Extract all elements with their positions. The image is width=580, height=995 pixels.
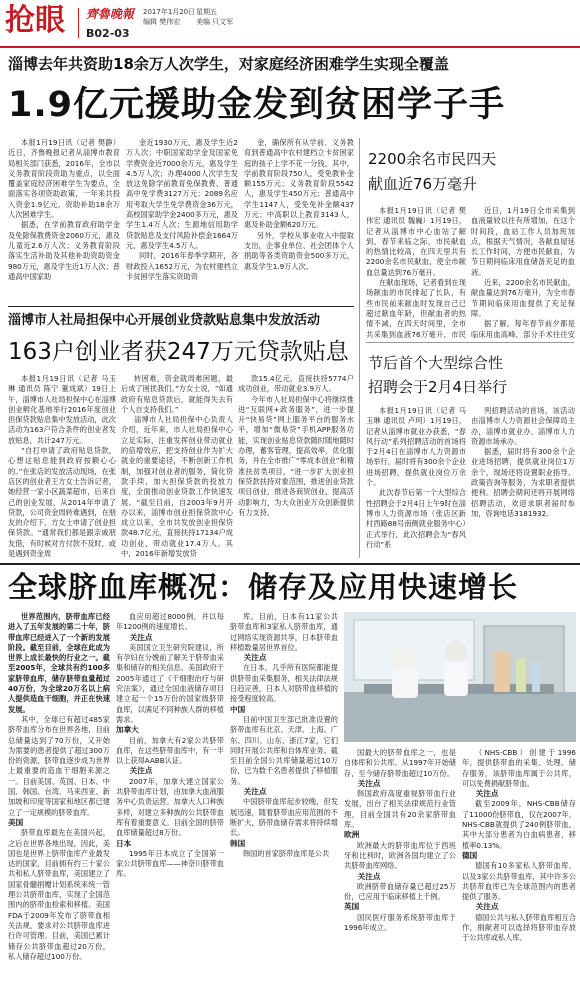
masthead-rule [0, 46, 580, 48]
article5-subhead: 美国 [8, 817, 24, 827]
article5-paragraph: 欧洲脐带血储存量已超过25万份，已应用于临床移植上千例。 [344, 881, 456, 902]
article1-column-1 [8, 138, 120, 300]
article5-paragraph: 德国有10多家私人脐带血库，以及3家公共脐带血库，其中许多公共脐带血库已为全球范围内的患者提供了服务。 [462, 861, 576, 902]
article5-paragraph: 目前中国卫生部已批准设置的脐带血库有北京、天津、上海、广东、四川、山东、浙江7家，它们同时开展公共库和自体库业务。截至目前全国公共库储量超过10万份，已为数千名患者提供了移植服务。 [230, 714, 338, 786]
article5-paragraph: 血应用超过8000例，并以每年1200例的速度增长。 [116, 612, 224, 632]
article2-paragraph: 淄博市人社局担保中心负责人介绍，近年来，市人社局担保中心立足实际，注重发挥创业带动就业的倍增效应，把支持创业作为扩大就业的重要途径，不断创新工作机制，加强对创业者的服务，简化贷款手续，加大担保贷款的投放力度，全面推动创业贷款工作快速发展。“截至目前，自2003年9月开办以来，淄博市创业担保贷款中心成立以来，全市共发放创业担保贷款48.7亿元，直接扶持17134户成功创业，带动就业17.4万人。其中，2016年新增发放贷 [121, 415, 233, 558]
article2-column-3 [238, 374, 354, 558]
article4-paragraph: 此次春节后第一个大型综合性招聘会于2月4日上午9时在淄博市人力资源市场（张店区新村西路88号南侧就业服务中心）正式举行，此次招聘会为“春风行动”系 [366, 488, 466, 549]
article2-paragraph: 本报1月19日讯（记者 马玉琳 通讯员 陈宁 董成斌）19日上午，淄博市人社局担保中心在淄博创业孵化基地举行2016年度创业担保贷款贴息集中发放活动，此次活动为163户符合条件的创业者发放贴息，共计247万元。 [8, 374, 116, 445]
article5-paragraph: 国民医疗服务系统脐带血库于1996年成立。 [344, 912, 456, 933]
column-divider [359, 138, 360, 558]
section-title: 抢眼 [5, 3, 65, 38]
article5-column-2 [116, 612, 224, 992]
article4-column-2 [471, 406, 575, 558]
article5-paragraph: 库。目前，日本有11家公共脐带血库和3家私人脐带血库，通过网络实现资源共享，日本脐带血移植数量居世界首位。 [230, 612, 338, 652]
article3-column-2 [471, 206, 575, 338]
article5-subhead: 关注点 [475, 902, 499, 912]
article3-paragraph: 近日，1月19日全市采集到血液量较以往有所增加，在这个时间段，血站工作人员加班加点，根据天气情况，各献血屋延长工作时间，方便市民献血，为节日期间临床用血储备充足的血液。 [471, 206, 575, 277]
article5-paragraph: 1995年日本成立了全国第一家公共脐带血库——神奈川脐带血库。 [116, 848, 224, 879]
article5-subhead: 中国 [230, 704, 246, 714]
article2-column-1 [8, 374, 116, 558]
article1-paragraph: 另外，学校从事业收入中提取支出，企事业单位、社会团体个人捐助等各类资助资金500多万元，惠及学生1.9万人次。 [244, 230, 354, 271]
article1-paragraph: 金近1930万元，惠及学生近2万人次；中职国家助学金及国家免学费资金近7000余万元，惠及学生4.5万人次；办理4000人次学生发放这免除学前教育免保教费、普通高中免学费3127万元；2089名应用考取大学生免学费资金36万元，高校国家助学金2400多万元，惠及学生1.4万人次；生源地信用助学贷款贴息及支付风险补偿金1664万元，惠及学生4.5万人。 [126, 138, 238, 250]
article2-column-2 [121, 374, 233, 558]
page-number: B02-03 [86, 27, 130, 40]
lab-scene-illustration [344, 612, 576, 742]
article3-paragraph: 近来，2200余名市民献血，献血量达到76万毫升，为全市春节期间临床用血提供了充足保障。 [471, 278, 575, 318]
artist-credit: 美编 只文军 [196, 18, 234, 26]
article4-paragraph: 列招聘活动的首场，该活动由淄博市人力资源社会保障局主办，淄博市就业办、淄博市人力资源市场承办。 [471, 406, 575, 446]
article4-headline-line1: 节后首个大型综合性 [368, 354, 504, 372]
article4-headline-line2: 招聘会于2月4日举行 [368, 378, 508, 396]
article3-headline-line2: 献血近76万毫升 [368, 175, 478, 193]
article5-paragraph: 其中，全球已有超过485家脐带血库分布在世界各地，目前总储量达到了70万份，又开始为需要的患者提供了超过300万份的资源，脐带血逐步成为世界上最重要的造血干细胞来源之一。目前美国、英国、日本、中国、韩国、台湾、马来西亚、新加坡和印度等国家和地区都已建立了一定规模的脐带血库。 [8, 714, 110, 817]
article2-paragraph: 款15.4亿元，直接扶持5774户成功创业，带动就业3.9万人。 [238, 374, 354, 394]
article3-column-1 [366, 206, 466, 338]
article5-subhead: 日本 [116, 838, 132, 848]
article5-column-1 [8, 612, 110, 992]
article5-paragraph: 截至2009年，NHS-CBB储存了11000份脐带血，仅在2007年，NHS-CBB就提供了240例脐带血，其中大部分患者为白血病患者，移植率0.13%。 [462, 799, 576, 850]
article5-paragraph: 在日本，几乎所有医院都能提供脐带血采集服务，相关法律法规日趋完善，日本人对脐带血移植的接受程度较高。 [230, 663, 338, 704]
article5-paragraph: 2007年，加拿大建立国家公共脐带血库计划，由加拿大血液服务中心负责运营。加拿大人口种族多样，对建立多种族的公共脐带血库有着重要意义。目前全国的脐带血库储量超过8万份。 [116, 776, 224, 838]
section-divider [78, 8, 79, 38]
article5-paragraph: 韩国的首家脐带血库是公共 [242, 848, 330, 858]
article5-subhead: 韩国 [230, 838, 246, 848]
article1-paragraph: 金，确保所有从学前、义务教育到普通高中农村建档立卡贫困家庭的孩子上学不花一分钱。其中，学前教育阶段750人，受免教补金额155万元；义务教育阶段5542人，惠及学生450万元；普通高中学生1147人，受免免补金额437万元；中高职以上教育3143人，惠及补助金额620万元。 [244, 138, 354, 230]
article1-kicker: 淄博去年共资助18余万人次学生，对家庭经济困难学生实现全覆盖 [8, 55, 449, 73]
article5-subhead: 关注点 [129, 766, 153, 776]
article5-subhead: 英国 [344, 902, 360, 912]
article1-headline: 1.9亿元援助金发到贫困学子手 [8, 85, 506, 125]
article5-paragraph: 美国国立卫生研究院建议，所有孕妇在分娩前了解关于脐带血采集和储存的相关信息。美国政府于2005年通过了《干细胞治疗与研究法案》，通过全国血液储存项目建立起一个15万份的国家级脐带血库，以满足不同种族人群的移植需求。 [116, 642, 224, 724]
article5-paragraph: 目前，加拿大有2家公共脐带血库，在这些脐带血库中，有一半以上获得AABB认证。 [116, 735, 224, 766]
section-rule [366, 342, 574, 343]
section-rule [8, 306, 354, 307]
article1-column-2 [126, 138, 238, 300]
article5-subhead: 关注点 [243, 653, 267, 663]
article4-paragraph: 据悉，届时将有300余个企业进场招聘，提供就业岗位1万余个，现场还将设置职业指导、政策咨询等服务，为求职者提供便利。招聘会期间还将开展网络招聘活动，欢迎求职者届时参加，咨询电话3181932。 [471, 447, 575, 518]
article5-paragraph: 韩国政府高度重视脐带血行业发展，出台了相关法律规范行业管理，目前全国共有20余家脐带血库。 [344, 789, 456, 830]
article4-column-1 [366, 406, 466, 558]
article1-paragraph: 本报1月19日讯（记者 樊静）近日，齐鲁晚报记者从淄博市教育局相关部门获悉，2016年，全市以义务教育阶段资助为重点，以全面覆盖家庭经济困难学生为要点，全面落实各项资助政策，一年来共投入资金1.9亿元，资助补助18余万人次困难学生。 [8, 138, 120, 220]
editor-credit: 编辑 樊伟宏 [143, 18, 181, 26]
article5-subhead: 关注点 [243, 787, 267, 797]
article5-paragraph: 中国脐带血库起步较晚，但发展迅速，随着脐带血应用范围的不断扩大，脐带血储存需求将持续增长。 [230, 797, 338, 838]
article5-subhead: 德国 [462, 850, 478, 860]
article5-subhead: 欧洲 [344, 830, 360, 840]
article5-headline: 全球脐血库概况：储存及应用快速增长 [8, 570, 519, 604]
newspaper-logo: 齊魯晚報 [86, 7, 135, 21]
article2-paragraph: 今年市人社局担保中心将继续推进“互联网+政务服务”，进一步提升“快易贷”网上服务平台的服务水平，增加“微易贷”手机APP服务功能，实现创业贴息贷款随时随地随时办理，蓄客管理，提高效率，优化服务，并在全市推广“零成本创业”和精准扶贫类项目，“进一步扩大创业担保贷款扶持对象范围，推进创业贷款项目创业，推进各商贸创业，提高活动影响力，为大众创业万众创新提供有力支持。 [238, 394, 354, 517]
article5-paragraph: 德国公共与私人脐带血库相互合作，捐献者可以选择将脐带血存放于公共库或私人库。 [462, 912, 576, 943]
article3-paragraph: 在献血现场，记者看到在现场献血的市民排起了长队，有些市民前来献血时发现自己已超过献血年龄，但献血者的热情不减，在四天时间里，全市共采集到血液76万毫升，市民 [366, 278, 466, 338]
article4-paragraph: 本报1月19日讯（记者 马玉琳 通讯员 卢珂）1月19日，记者从淄博市就业办获悉，“春风行动”系列招聘活动的首场将于2月4日在淄博市人力资源市场举行，届时将有300余个企业进场招聘，提供就业岗位万余个。 [366, 406, 466, 488]
article5-subhead: 关注点 [357, 871, 381, 881]
article2-headline: 163户创业者获247万元贷款贴息 [8, 339, 349, 365]
article1-paragraph: 同时，2016年春季学期开，各财政投入1652万元，为农村建档立卡贫困学生落实资助资 [126, 251, 238, 281]
article5-subhead: 关注点 [357, 778, 381, 788]
article3-paragraph: 本报1月19日讯（记者 樊伟宏 通讯员 魏巍）1月19日，记者从淄博市中心血站了解到，春节来临之际，市民献血的热情比较高，在四天里共有2200余名市民献血，使全市献血总量达到76万毫升。 [366, 206, 466, 277]
laboratory-photo [344, 612, 576, 742]
article2-paragraph: 转困难，资金就周难困题，最后成了困扰我们。”方女士说，“如通政府有贴息贷款后，就能得失去有个人自支持我们。” [121, 374, 233, 414]
article5-paragraph: （NHS-CBB）创建于1996年，提供脐带血的采集、处理、储存服务，该脐带血库属于公共库，可以免费捐献脐带血。 [462, 748, 576, 788]
article1-column-3 [244, 138, 354, 300]
article5-column-4 [344, 748, 456, 992]
article5-paragraph: 国最大的脐带血库之一，也是自体库和公共库。从1997年开始储存，至今储存脐带血超过10万份。 [344, 748, 456, 778]
article5-column-3 [230, 612, 338, 992]
article2-kicker: 淄博市人社局担保中心开展创业贷款贴息集中发放活动 [8, 313, 321, 328]
article5-subhead: 加拿大 [116, 725, 139, 735]
article5-paragraph: 欧洲最大的脐带血库位于西班牙和比利时，欧洲各国均建立了公共脐带血库网络。 [344, 840, 456, 871]
article5-subhead: 关注点 [475, 789, 499, 799]
article5-paragraph: 脐带血库最先在美国兴起，之后在世界各地出现。因此，美国也是世界上脐带血库产业最发达的国家，目前拥有约三十家公共和私人脐带血库，美国建立了国家骨髓捐赠计划系统来统一管理公共脐带血库，实现了全国范围内的脐带血检索和移植。美国FDA于2009年发布了脐带血相关法规，要求对公共脐带血库进行许可管理。目前，美国已累计储存公共脐带血超过20万份，私人储存超过100万份。 [8, 828, 110, 961]
article3-paragraph: 据了解，每年春节前夕都是临床用血高峰，部分手术往往安 [471, 319, 575, 338]
section-rule [0, 563, 580, 565]
masthead [0, 0, 580, 46]
article3-headline-line1: 2200余名市民四天 [368, 150, 497, 168]
article5-lead: 世界范围内，脐带血库已经进入了五年发展的第二十年，脐带血库已经进入了一个新的发展阶段。截至目前，全球在此成为世界上成长最快的行业之一。截至2005年，全球共有约100多家脐带血库，储存脐带血量超过40万份，为全球20万名以上病人提供造血干细胞，并正在快速发展。 [8, 612, 110, 714]
article2-paragraph: “自打申请了政府贴息贷款，心想这贴息能到政府按额心心的。”在张店的发放活动现场，在张店区的创业者王方女士告诉记者，她经营一家小区蔬菜超市，后来自己的创业发展，从2014年申请了贷款，公司资金周转难遇到，在朋友的介绍下，方女士申请了创业担保贷款。“通常我们都是跟亲戚朋友借，有时候对方付款不及时，或是遇到资金周 [8, 446, 116, 558]
issue-weekday: 星期五 [196, 8, 217, 16]
article1-paragraph: 据悉，在学前教育政府助学金及免除保教费资金2060万元，惠及儿童近2.6万人次；义务教育阶段落实生活补助及其他补助资助资金980万元，惠及学生近1万人次；普通高中国家助 [8, 220, 120, 281]
article5-column-5 [462, 748, 576, 992]
issue-date: 2017年1月20日 [143, 8, 196, 16]
article5-subhead: 关注点 [129, 632, 153, 642]
